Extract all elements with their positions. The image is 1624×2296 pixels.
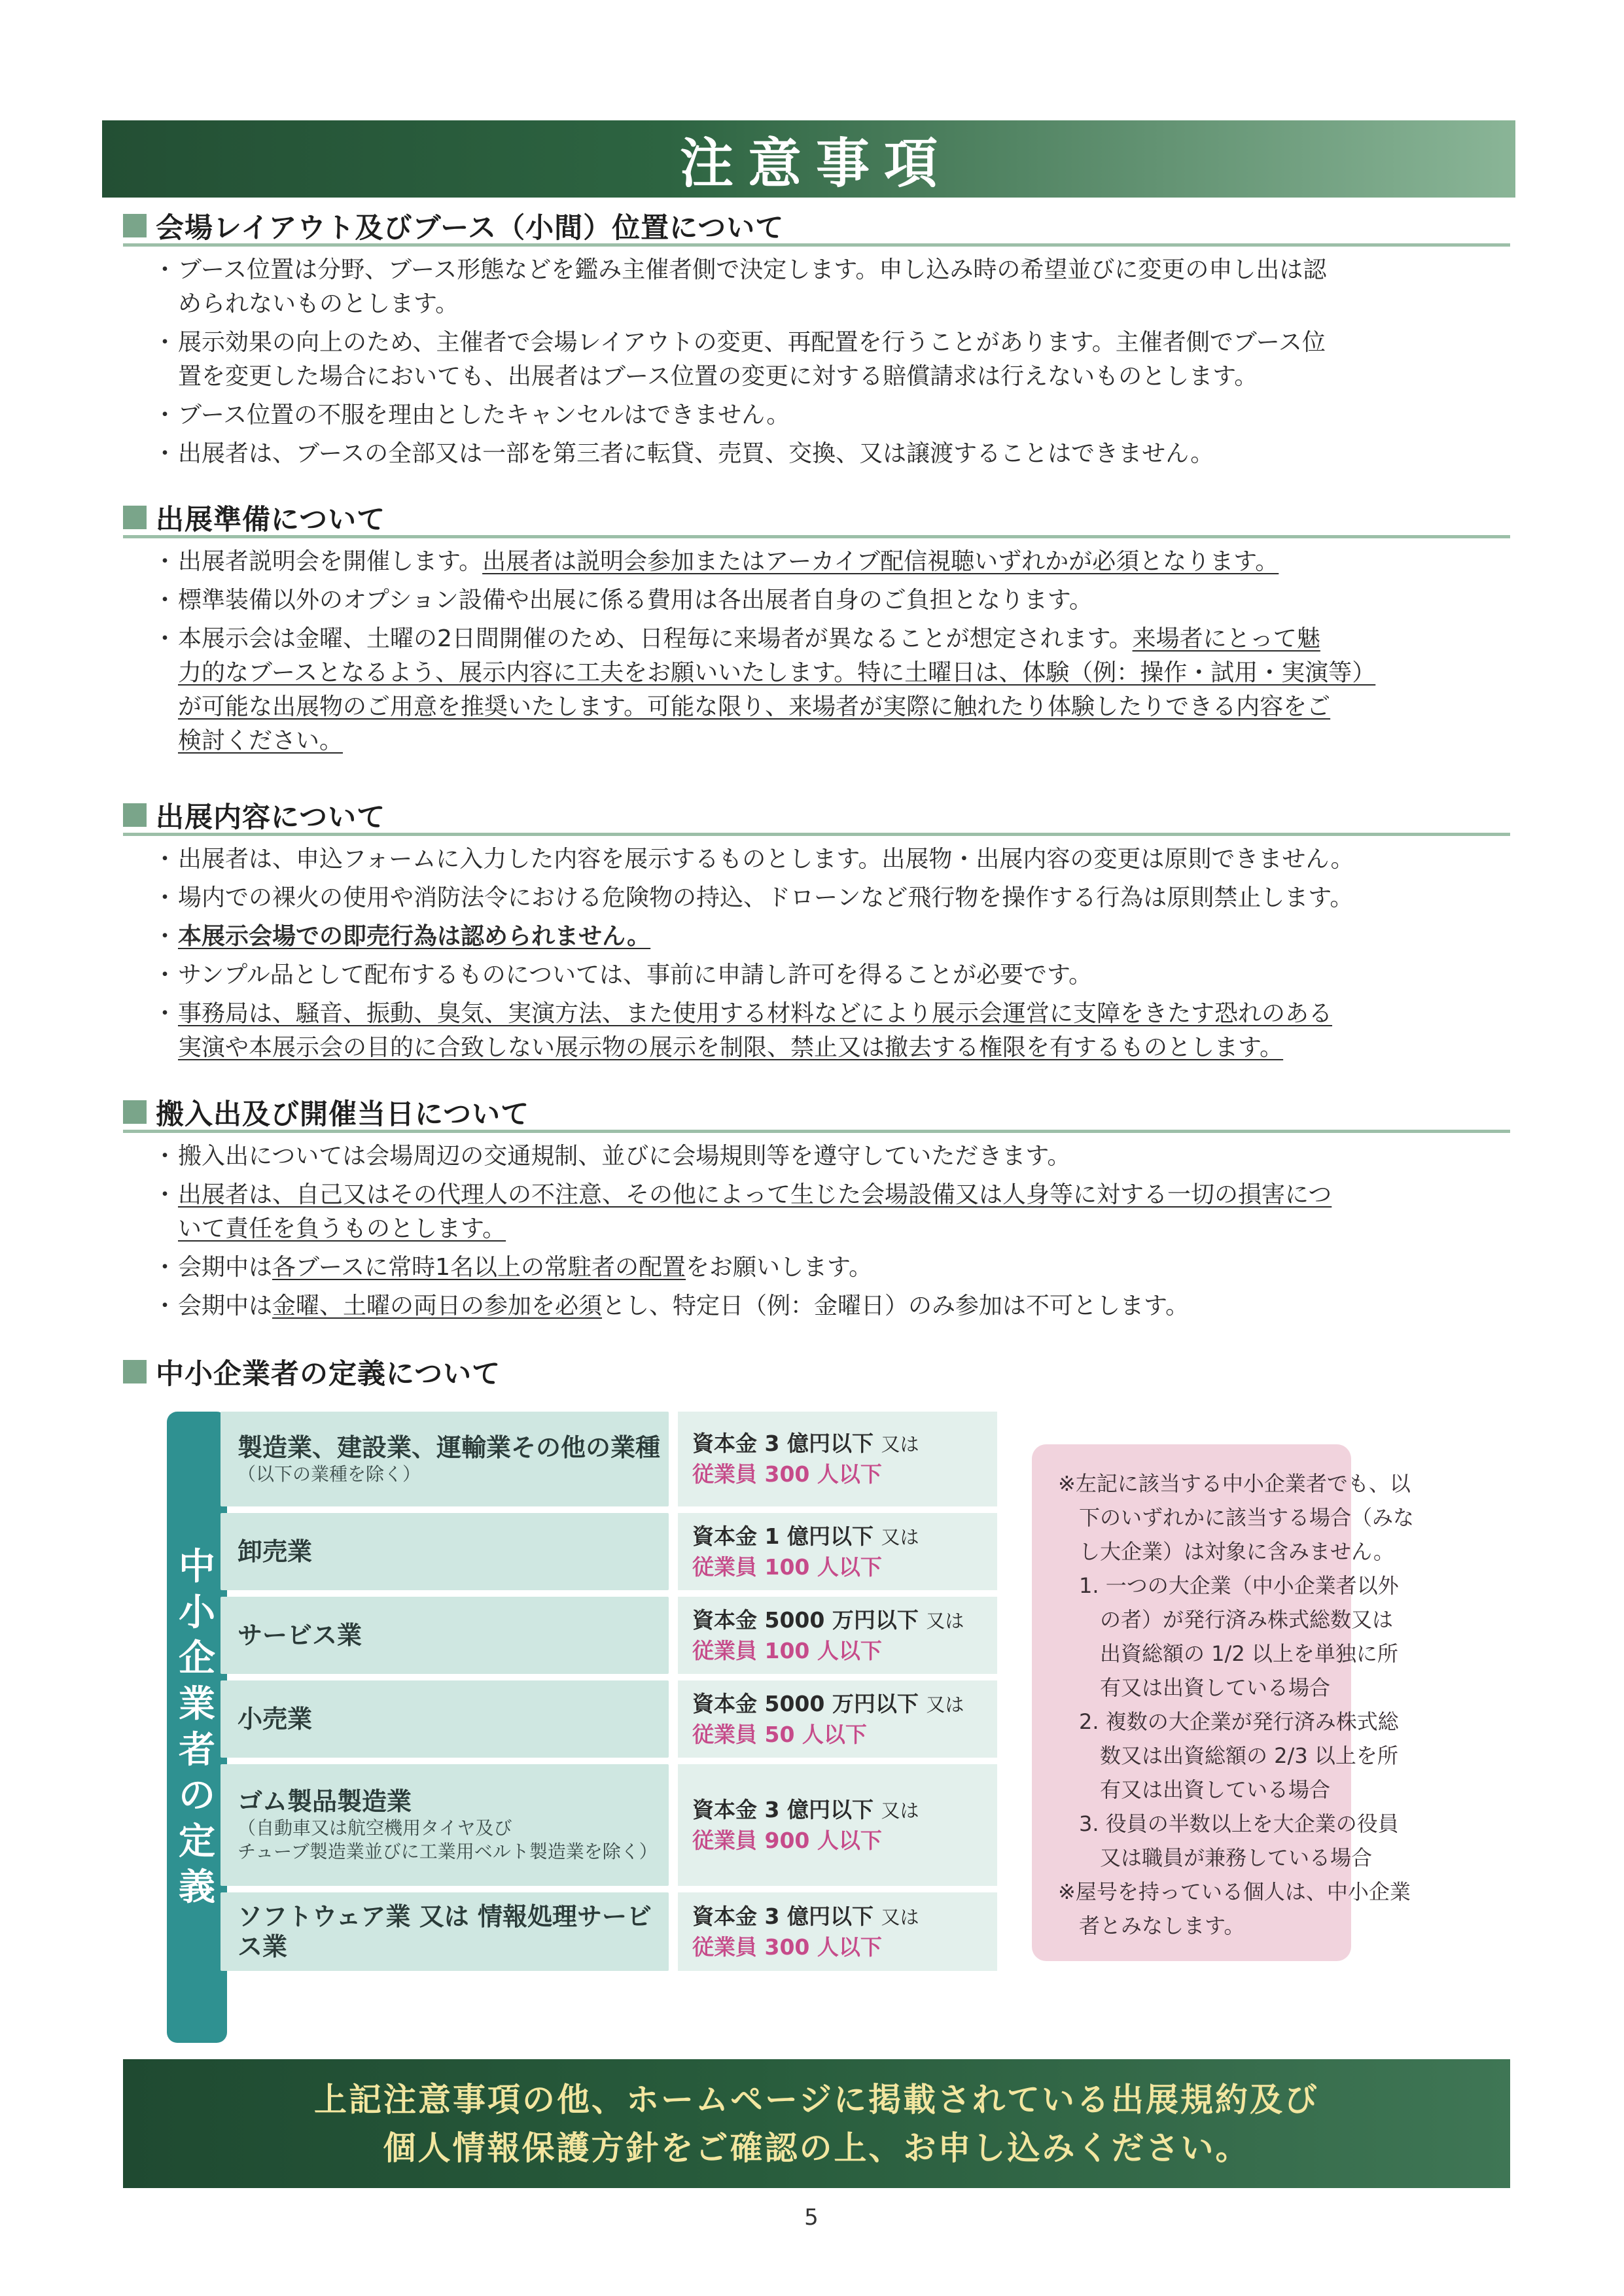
list-item: ・ 出展者説明会を開催します。出展者は説明会参加またはアーカイブ配信視聴いずれかが必須となります。: [123, 545, 1510, 579]
condition-cell: 資本金 3 億円以下 又は 従業員 900 人以下: [678, 1764, 997, 1886]
footer-line-1: 上記注意事項の他、ホームページに掲載されている出展規約及び: [314, 2080, 1319, 2119]
section-header: [123, 208, 1510, 247]
item-list: [123, 253, 1510, 471]
condition-cell: 資本金 5000 万円以下 又は 従業員 50 人以下: [678, 1680, 997, 1758]
section-header: [123, 797, 1510, 836]
page-title: 注意事項: [679, 132, 952, 195]
list-item: ・ 会期中は金曜、土曜の両日の参加を必須とし、特定日（例：金曜日）のみ参加は不可とします。: [123, 1289, 1510, 1323]
list-item: ・ 事務局は、騒音、振動、臭気、実演方法、また使用する材料などにより展示会運営に支障をきたす恐れのある 実演や本展示会の目的に合致しない展示物の展示を制限、禁止又は撤去する権限を有するものとします。: [123, 997, 1510, 1065]
sme-definition-table: [167, 1412, 1415, 2043]
section-title: 会場レイアウト及びブース（小間）位置について: [156, 211, 785, 245]
footer-line-2: 個人情報保護方針をご確認の上、お申し込みください。: [383, 2129, 1250, 2167]
title-band: [102, 120, 1515, 198]
table-row: [221, 1513, 960, 1590]
section-move-in-day: [123, 1094, 1510, 1328]
condition-cell: 資本金 1 億円以下 又は 従業員 100 人以下: [678, 1513, 997, 1590]
exception-note-box: ※左記に該当する中小企業者でも、以 下のいずれかに該当する場合（みな し大企業）は対象に含みません。 1. 一つの大企業（中小企業者以外 の者）が発行済み株式総数又は 出資総額の 1/2 以上を単独に所 有又は出資している場合 2. 複数の大企業が発行済み株式総 数又は出資総額の 2/3 以上を所 有又は出資している場合 3. 役員の半数以上を大企業の役員 又は職員が兼務している場合 ※屋号を持っている個人は、中小企業 者とみなします。: [1032, 1444, 1351, 1961]
category-cell: サービス業: [221, 1597, 669, 1674]
item-list: [123, 1139, 1510, 1323]
list-item: ・ 本展示会場での即売行為は認められません。: [123, 920, 1510, 954]
category-cell: 卸売業: [221, 1513, 669, 1590]
list-item: ・ 本展示会は金曜、土曜の2日間開催のため、日程毎に来場者が異なることが想定されます。来場者にとって魅 力的なブースとなるよう、展示内容に工夫をお願いいたします。特に土曜日は、体験（例：操作・試用・実演等） が可能な出展物のご用意を推奨いたします。可能な限り、来場者が実際に触れたり体験したりできる内容をご 検討ください。: [123, 622, 1510, 758]
section-header: [123, 1354, 1510, 1389]
footer-notice-band: [123, 2059, 1510, 2188]
section-title: 出展内容について: [156, 801, 386, 834]
category-cell: 小売業: [221, 1680, 669, 1758]
list-item: ・ 標準装備以外のオプション設備や出展に係る費用は各出展者自身のご負担となります。: [123, 583, 1510, 617]
section-preparation: [123, 500, 1510, 763]
list-item: ・ ブース位置は分野、ブース形態などを鑑み主催者側で決定します。申し込み時の希望並びに変更の申し出は認 められないものとします。: [123, 253, 1510, 321]
section-square-icon: [123, 803, 147, 827]
table-row: [221, 1680, 964, 1758]
item-list: [123, 545, 1510, 758]
list-item: ・ 場内での裸火の使用や消防法令における危険物の持込、ドローンなど飛行物を操作する行為は原則禁止します。: [123, 881, 1510, 915]
category-cell: 製造業、建設業、運輸業その他の業種 （以下の業種を除く）: [221, 1412, 669, 1506]
list-item: ・ サンプル品として配布するものについては、事前に申請し許可を得ることが必要です。: [123, 958, 1510, 992]
category-cell: ソフトウェア業 又は 情報処理サービス業: [221, 1892, 669, 1971]
section-square-icon: [123, 506, 147, 529]
list-item: ・ 出展者は、ブースの全部又は一部を第三者に転貸、売買、交換、又は譲渡することはできません。: [123, 437, 1510, 471]
section-header: [123, 1094, 1510, 1133]
condition-cell: 資本金 3 億円以下 又は 従業員 300 人以下: [678, 1892, 997, 1971]
table-row: [221, 1412, 960, 1506]
sme-rows: [221, 1412, 964, 1977]
table-row: [221, 1597, 964, 1674]
sme-side-label: 中 小 企 業 者 の 定 義: [167, 1412, 227, 2043]
section-square-icon: [123, 214, 147, 237]
table-row: [221, 1892, 960, 1971]
list-item: ・ 搬入出については会場周辺の交通規制、並びに会場規則等を遵守していただきます。: [123, 1139, 1510, 1174]
section-sme-definition: [123, 1354, 1510, 1389]
section-exhibit-content: [123, 797, 1510, 1070]
category-cell: ゴム製品製造業 （自動車又は航空機用タイヤ及び チューブ製造業並びに工業用ベルト製造業を除く）: [221, 1764, 669, 1886]
list-item: ・ ブース位置の不服を理由としたキャンセルはできません。: [123, 398, 1510, 432]
list-item: ・ 出展者は、申込フォームに入力した内容を展示するものとします。出展物・出展内容の変更は原則できません。: [123, 843, 1510, 877]
section-title: 搬入出及び開催当日について: [156, 1098, 530, 1131]
table-row: [221, 1764, 960, 1886]
section-title: 中小企業者の定義について: [156, 1357, 501, 1391]
condition-cell: 資本金 3 億円以下 又は 従業員 300 人以下: [678, 1412, 997, 1506]
section-booth-position: [123, 208, 1510, 476]
list-item: ・ 展示効果の向上のため、主催者で会場レイアウトの変更、再配置を行うことがあります。主催者側でブース位 置を変更した場合においても、出展者はブース位置の変更に対する賠償請求は行えないものとします。: [123, 326, 1510, 394]
page-number: 5: [804, 2204, 819, 2231]
section-header: [123, 500, 1510, 538]
list-item: ・ 出展者は、自己又はその代理人の不注意、その他によって生じた会場設備又は人身等に対する一切の損害につ いて責任を負うものとします。: [123, 1178, 1510, 1246]
item-list: [123, 843, 1510, 1065]
condition-cell: 資本金 5000 万円以下 又は 従業員 100 人以下: [678, 1597, 997, 1674]
section-title: 出展準備について: [156, 503, 386, 536]
list-item: ・ 会期中は各ブースに常時1名以上の常駐者の配置をお願いします。: [123, 1251, 1510, 1285]
section-square-icon: [123, 1360, 147, 1383]
section-square-icon: [123, 1100, 147, 1124]
